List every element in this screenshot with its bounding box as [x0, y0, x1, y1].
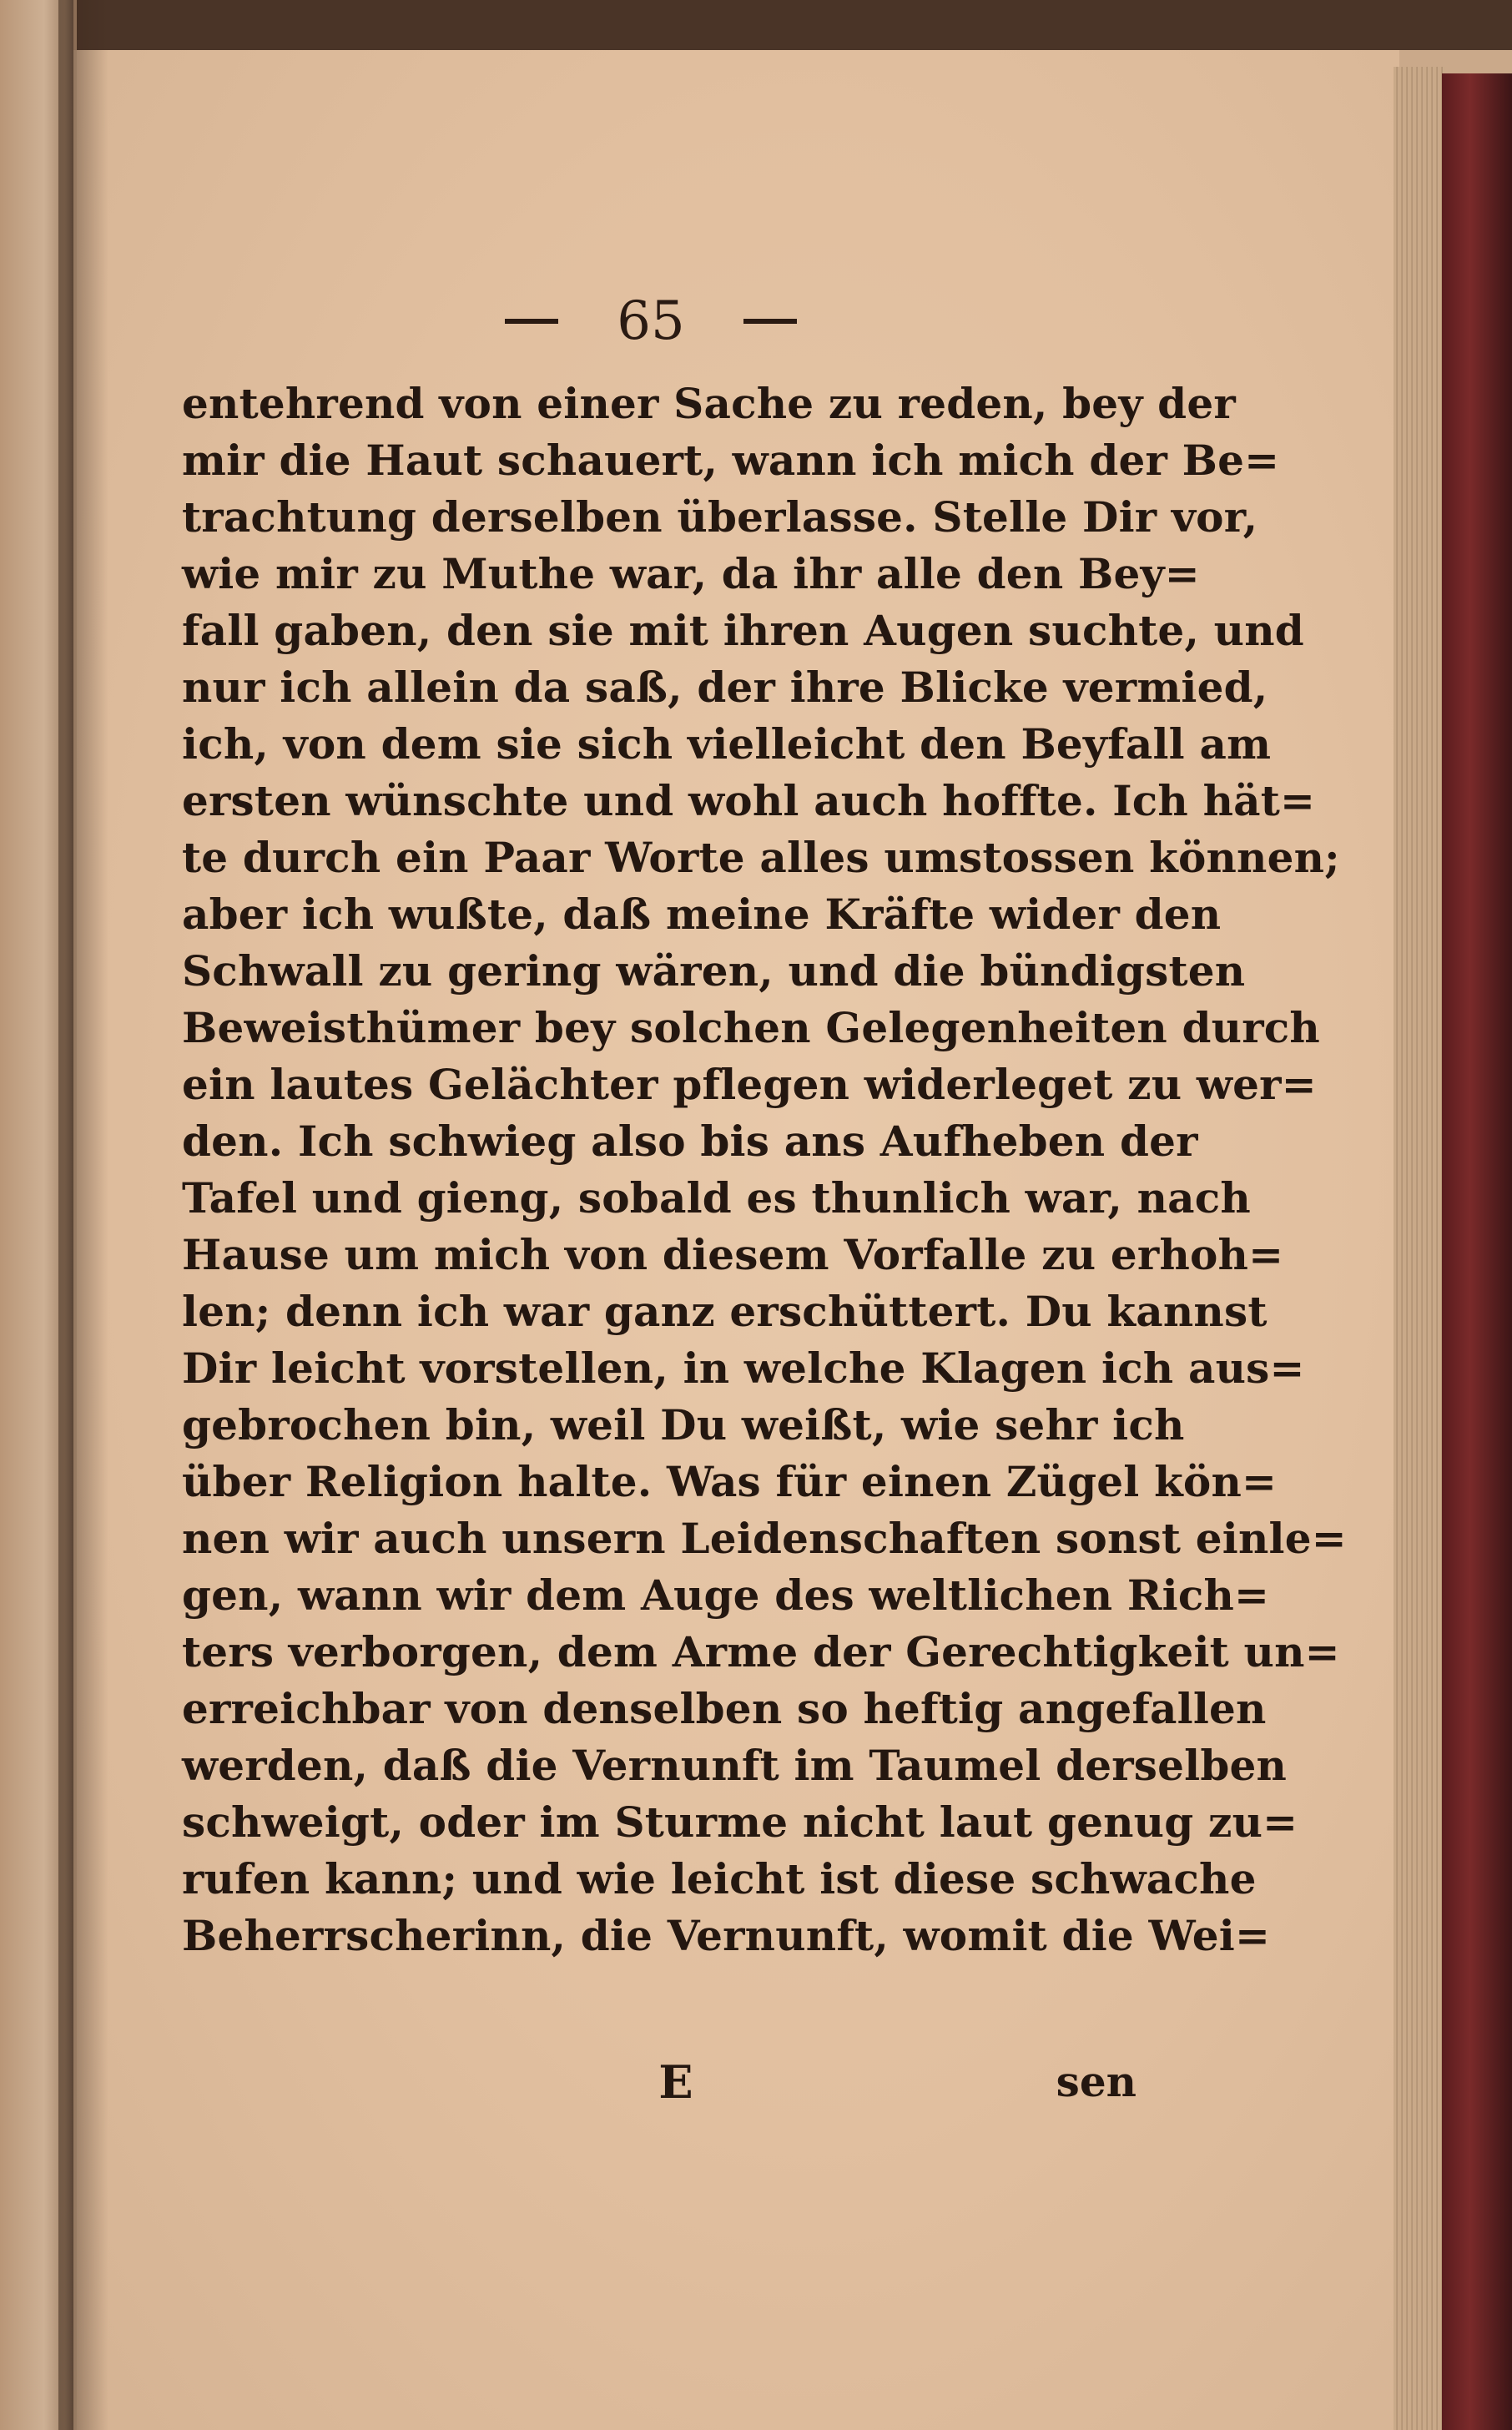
- text-line: nen wir auch unsern Leidenschaften sonst einle=: [182, 1514, 1347, 1563]
- text-line: Dir leicht vorstellen, in welche Klagen ich aus=: [182, 1344, 1305, 1393]
- text-line: gen, wann wir dem Auge des weltlichen Rich=: [182, 1570, 1270, 1620]
- text-line: te durch ein Paar Worte alles umstossen können;: [182, 833, 1340, 882]
- text-line: ein lautes Gelächter pflegen widerleget zu wer=: [182, 1060, 1317, 1109]
- text-line: ersten wünschte und wohl auch hoffte. Ich hät=: [182, 776, 1316, 825]
- text-line: den. Ich schwieg also bis ans Aufheben der: [182, 1117, 1198, 1166]
- page-header: [467, 284, 834, 359]
- scan-background-top: [0, 0, 1512, 50]
- header-dash-left: [505, 319, 558, 324]
- header-dash-right: [743, 319, 797, 324]
- text-line: Hause um mich von diesem Vorfalle zu erhoh=: [182, 1230, 1284, 1279]
- text-line: Tafel und gieng, sobald es thunlich war, nach: [182, 1173, 1251, 1223]
- text-line: len; denn ich war ganz erschüttert. Du kannst: [182, 1287, 1268, 1336]
- text-line: aber ich wußte, daß meine Kräfte wider den: [182, 890, 1222, 939]
- page-number: 65: [617, 290, 685, 352]
- text-line: Schwall zu gering wären, und die bündigsten: [182, 946, 1246, 996]
- book-cover: [1442, 73, 1512, 2430]
- text-line: Beweisthümer bey solchen Gelegenheiten durch: [182, 1003, 1320, 1052]
- text-line: schweigt, oder im Sturme nicht laut genug zu=: [182, 1797, 1298, 1847]
- signature-mark: E: [658, 2055, 693, 2109]
- text-line: ich, von dem sie sich vielleicht den Beyfall am: [182, 719, 1272, 769]
- text-line: werden, daß die Vernunft im Taumel derselben: [182, 1741, 1288, 1790]
- text-line: rufen kann; und wie leicht ist diese schwache: [182, 1854, 1257, 1903]
- text-line: fall gaben, den sie mit ihren Augen suchte, und: [182, 606, 1304, 655]
- text-line: gebrochen bin, weil Du weißt, wie sehr ich: [182, 1400, 1185, 1449]
- text-line: ters verborgen, dem Arme der Gerechtigkeit un=: [182, 1627, 1340, 1676]
- gutter-shadow: [58, 0, 108, 2430]
- text-line: wie mir zu Muthe war, da ihr alle den Bey=: [182, 549, 1200, 598]
- catchword: sen: [1056, 2057, 1137, 2106]
- text-line: über Religion halte. Was für einen Zügel kön=: [182, 1457, 1278, 1506]
- page-edges: [1394, 67, 1445, 2430]
- text-line: mir die Haut schauert, wann ich mich der Be=: [182, 436, 1280, 485]
- text-line: erreichbar von denselben so heftig angefallen: [182, 1684, 1267, 1733]
- body-text: [182, 376, 1347, 1964]
- text-line: Beherrscherinn, die Vernunft, womit die Wei=: [182, 1911, 1271, 1960]
- text-line: nur ich allein da saß, der ihre Blicke vermied,: [182, 663, 1268, 712]
- text-line: entehrend von einer Sache zu reden, bey der: [182, 379, 1236, 428]
- text-line: trachtung derselben überlasse. Stelle Dir vor,: [182, 492, 1258, 542]
